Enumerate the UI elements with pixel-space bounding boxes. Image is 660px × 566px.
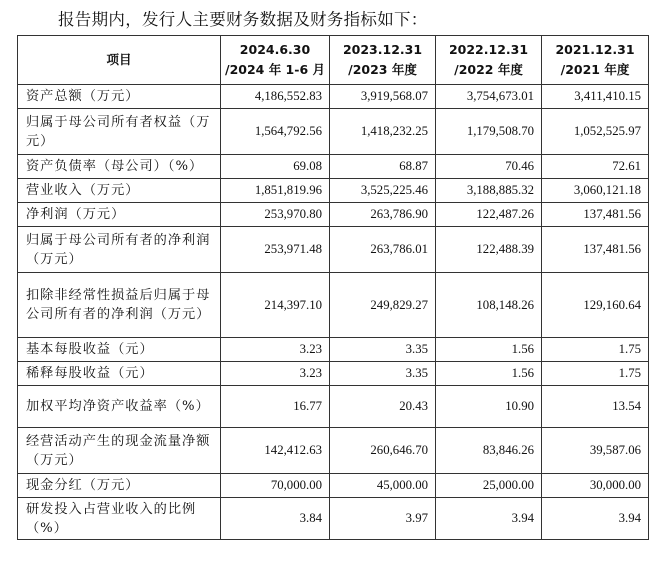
header-date: 2023.12.31 [342, 42, 423, 57]
header-row [18, 36, 649, 85]
header-date: 2024.6.30 [239, 42, 311, 57]
table-row [18, 498, 649, 540]
row-value: 39,587.06 [542, 428, 649, 474]
row-value: 3,525,225.46 [330, 179, 436, 203]
header-period: /2022 年度 [454, 62, 523, 77]
row-value: 3.84 [221, 498, 330, 540]
row-value: 16.77 [221, 386, 330, 428]
header-period-2023 [330, 36, 436, 85]
header-period: /2023 年度 [348, 62, 417, 77]
row-value: 260,646.70 [330, 428, 436, 474]
table-row [18, 85, 649, 109]
row-value: 249,829.27 [330, 273, 436, 338]
row-value: 3.23 [221, 362, 330, 386]
row-label: 现金分红（万元） [18, 474, 221, 498]
table-row [18, 203, 649, 227]
row-value: 10.90 [436, 386, 542, 428]
row-value: 69.08 [221, 155, 330, 179]
header-date: 2021.12.31 [555, 42, 635, 57]
row-label: 加权平均净资产收益率（%） [18, 386, 221, 428]
row-label: 扣除非经常性损益后归属于母公司所有者的净利润（万元） [18, 273, 221, 338]
row-value: 263,786.01 [330, 227, 436, 273]
row-value: 122,488.39 [436, 227, 542, 273]
row-value: 13.54 [542, 386, 649, 428]
intro-text: 报告期内，发行人主要财务数据及财务指标如下： [58, 10, 428, 29]
table-row [18, 179, 649, 203]
row-label: 资产总额（万元） [18, 85, 221, 109]
row-value: 3,754,673.01 [436, 85, 542, 109]
header-period: /2024 年 1-6 月 [225, 62, 325, 77]
row-value: 3,411,410.15 [542, 85, 649, 109]
row-value: 3.35 [330, 338, 436, 362]
row-value: 45,000.00 [330, 474, 436, 498]
row-label: 净利润（万元） [18, 203, 221, 227]
row-value: 68.87 [330, 155, 436, 179]
row-value: 3.94 [436, 498, 542, 540]
row-value: 253,971.48 [221, 227, 330, 273]
row-value: 83,846.26 [436, 428, 542, 474]
row-value: 122,487.26 [436, 203, 542, 227]
row-label: 经营活动产生的现金流量净额（万元） [18, 428, 221, 474]
header-period-2021 [542, 36, 649, 85]
row-value: 72.61 [542, 155, 649, 179]
row-value: 1.56 [436, 338, 542, 362]
table-row [18, 386, 649, 428]
table-row [18, 474, 649, 498]
row-value: 1,179,508.70 [436, 109, 542, 155]
row-value: 142,412.63 [221, 428, 330, 474]
row-label: 归属于母公司所有者权益（万元） [18, 109, 221, 155]
row-value: 214,397.10 [221, 273, 330, 338]
row-value: 70,000.00 [221, 474, 330, 498]
row-value: 20.43 [330, 386, 436, 428]
row-value: 1.75 [542, 362, 649, 386]
row-label: 营业收入（万元） [18, 179, 221, 203]
table-row [18, 362, 649, 386]
row-value: 1.56 [436, 362, 542, 386]
row-value: 3,919,568.07 [330, 85, 436, 109]
row-value: 1.75 [542, 338, 649, 362]
row-value: 108,148.26 [436, 273, 542, 338]
row-value: 1,564,792.56 [221, 109, 330, 155]
header-date: 2022.12.31 [448, 42, 529, 57]
table-row [18, 155, 649, 179]
header-period-2024 [221, 36, 330, 85]
header-item [18, 36, 221, 85]
row-label: 研发投入占营业收入的比例（%） [18, 498, 221, 540]
row-value: 3.97 [330, 498, 436, 540]
row-label: 基本每股收益（元） [18, 338, 221, 362]
row-value: 1,052,525.97 [542, 109, 649, 155]
row-value: 4,186,552.83 [221, 85, 330, 109]
header-period-2022 [436, 36, 542, 85]
row-value: 137,481.56 [542, 227, 649, 273]
row-value: 3.23 [221, 338, 330, 362]
header-item-label: 项目 [106, 52, 132, 67]
header-period: /2021 年度 [560, 62, 630, 77]
row-value: 1,418,232.25 [330, 109, 436, 155]
row-value: 137,481.56 [542, 203, 649, 227]
row-label: 资产负债率（母公司）（%） [18, 155, 221, 179]
row-value: 263,786.90 [330, 203, 436, 227]
row-value: 129,160.64 [542, 273, 649, 338]
table-row [18, 338, 649, 362]
row-value: 3.35 [330, 362, 436, 386]
row-value: 1,851,819.96 [221, 179, 330, 203]
table-row [18, 109, 649, 155]
table-row [18, 273, 649, 338]
row-value: 253,970.80 [221, 203, 330, 227]
row-label: 稀释每股收益（元） [18, 362, 221, 386]
row-value: 25,000.00 [436, 474, 542, 498]
row-value: 70.46 [436, 155, 542, 179]
row-value: 3,060,121.18 [542, 179, 649, 203]
row-value: 30,000.00 [542, 474, 649, 498]
table-row [18, 428, 649, 474]
row-value: 3,188,885.32 [436, 179, 542, 203]
row-value: 3.94 [542, 498, 649, 540]
table-row [18, 227, 649, 273]
financial-data-table [17, 35, 649, 540]
table-body [18, 85, 649, 540]
row-label: 归属于母公司所有者的净利润（万元） [18, 227, 221, 273]
